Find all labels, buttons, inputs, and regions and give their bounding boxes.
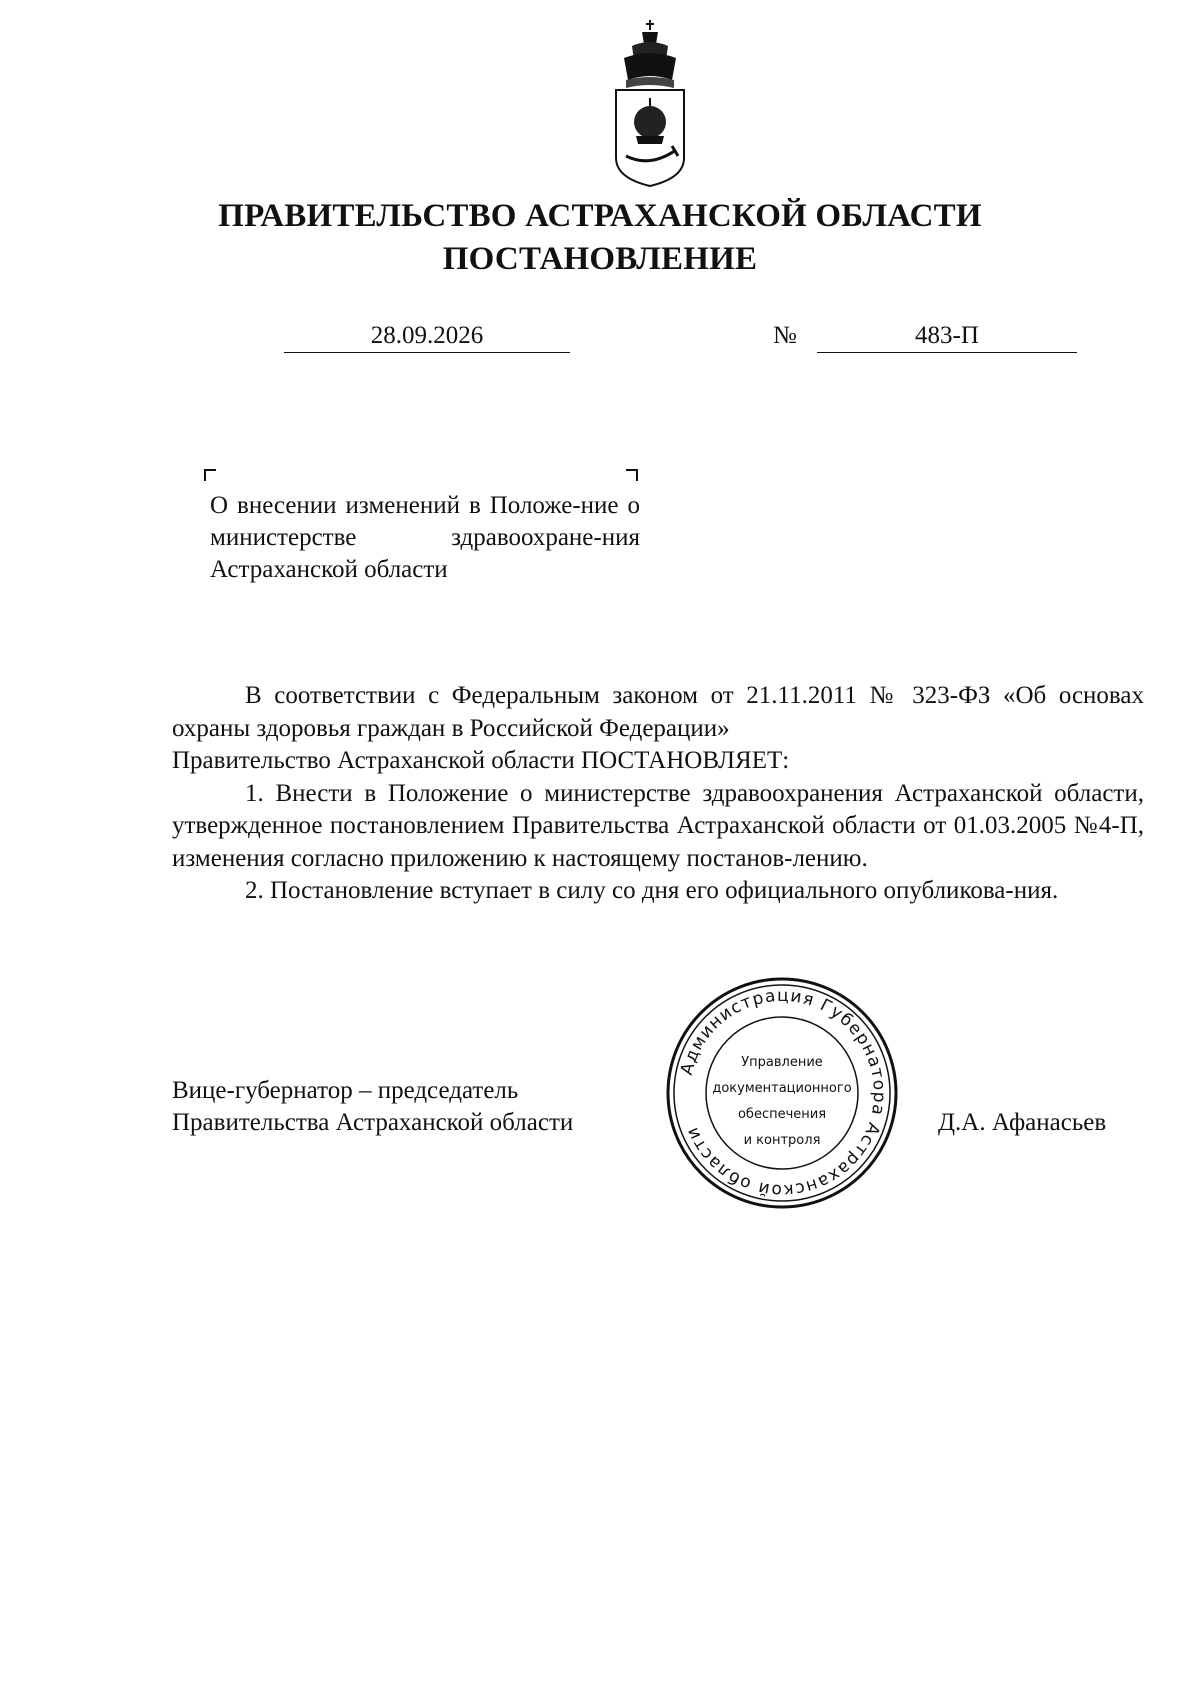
signatory-position-line-2: Правительства Астраханской области (172, 1109, 574, 1136)
seal-inner-line-3: обеспечения (737, 1107, 827, 1122)
official-seal-stamp (664, 975, 900, 1211)
number-label: № (773, 322, 797, 349)
seal-inner-line-2: документационного (712, 1081, 852, 1096)
document-date: 28.09.2026 (284, 321, 570, 353)
signatory-position (172, 1075, 573, 1139)
document-number: 483-П (817, 321, 1077, 353)
seal-ring-text: Администрация Губернатора Астраханской области (676, 985, 890, 1201)
clause-1: 1. Внести в Положение о министерстве здравоохранения Астраханской области, утвержденное постановлением Правительства Астраханской области от 01.03.2005 №4-П, изменения согласно приложению к настоящему постанов-лению. (172, 779, 1144, 872)
document-body (172, 680, 1144, 908)
subject-bracket-right (626, 469, 638, 481)
government-title: ПРАВИТЕЛЬСТВО АСТРАХАНСКОЙ ОБЛАСТИ (218, 198, 982, 234)
clause-2: 2. Постановление вступает в силу со дня его официального опубликова-ния. (245, 877, 1059, 904)
astrakhan-coat-of-arms-icon (612, 18, 688, 188)
seal-inner-line-4: и контроля (743, 1133, 821, 1148)
seal-inner-line-1: Управление (741, 1055, 823, 1070)
subject-bracket-left (204, 469, 216, 481)
signatory-name: Д.А. Афанасьев (938, 1109, 1107, 1136)
document-subject: О внесении изменений в Положе-ние о министерстве здравоохране-ния Астраханской области (210, 492, 640, 583)
document-type: ПОСТАНОВЛЕНИЕ (442, 241, 758, 277)
resolution-line: Правительство Астраханской области ПОСТАНОВЛЯЕТ: (172, 747, 790, 774)
preamble-paragraph: В соответствии с Федеральным законом от 21.11.2011 № 323-ФЗ «Об основах охраны здоровья граждан в Российской Федерации» (172, 682, 1144, 742)
signatory-position-line-1: Вице-губернатор – председатель (172, 1077, 519, 1104)
